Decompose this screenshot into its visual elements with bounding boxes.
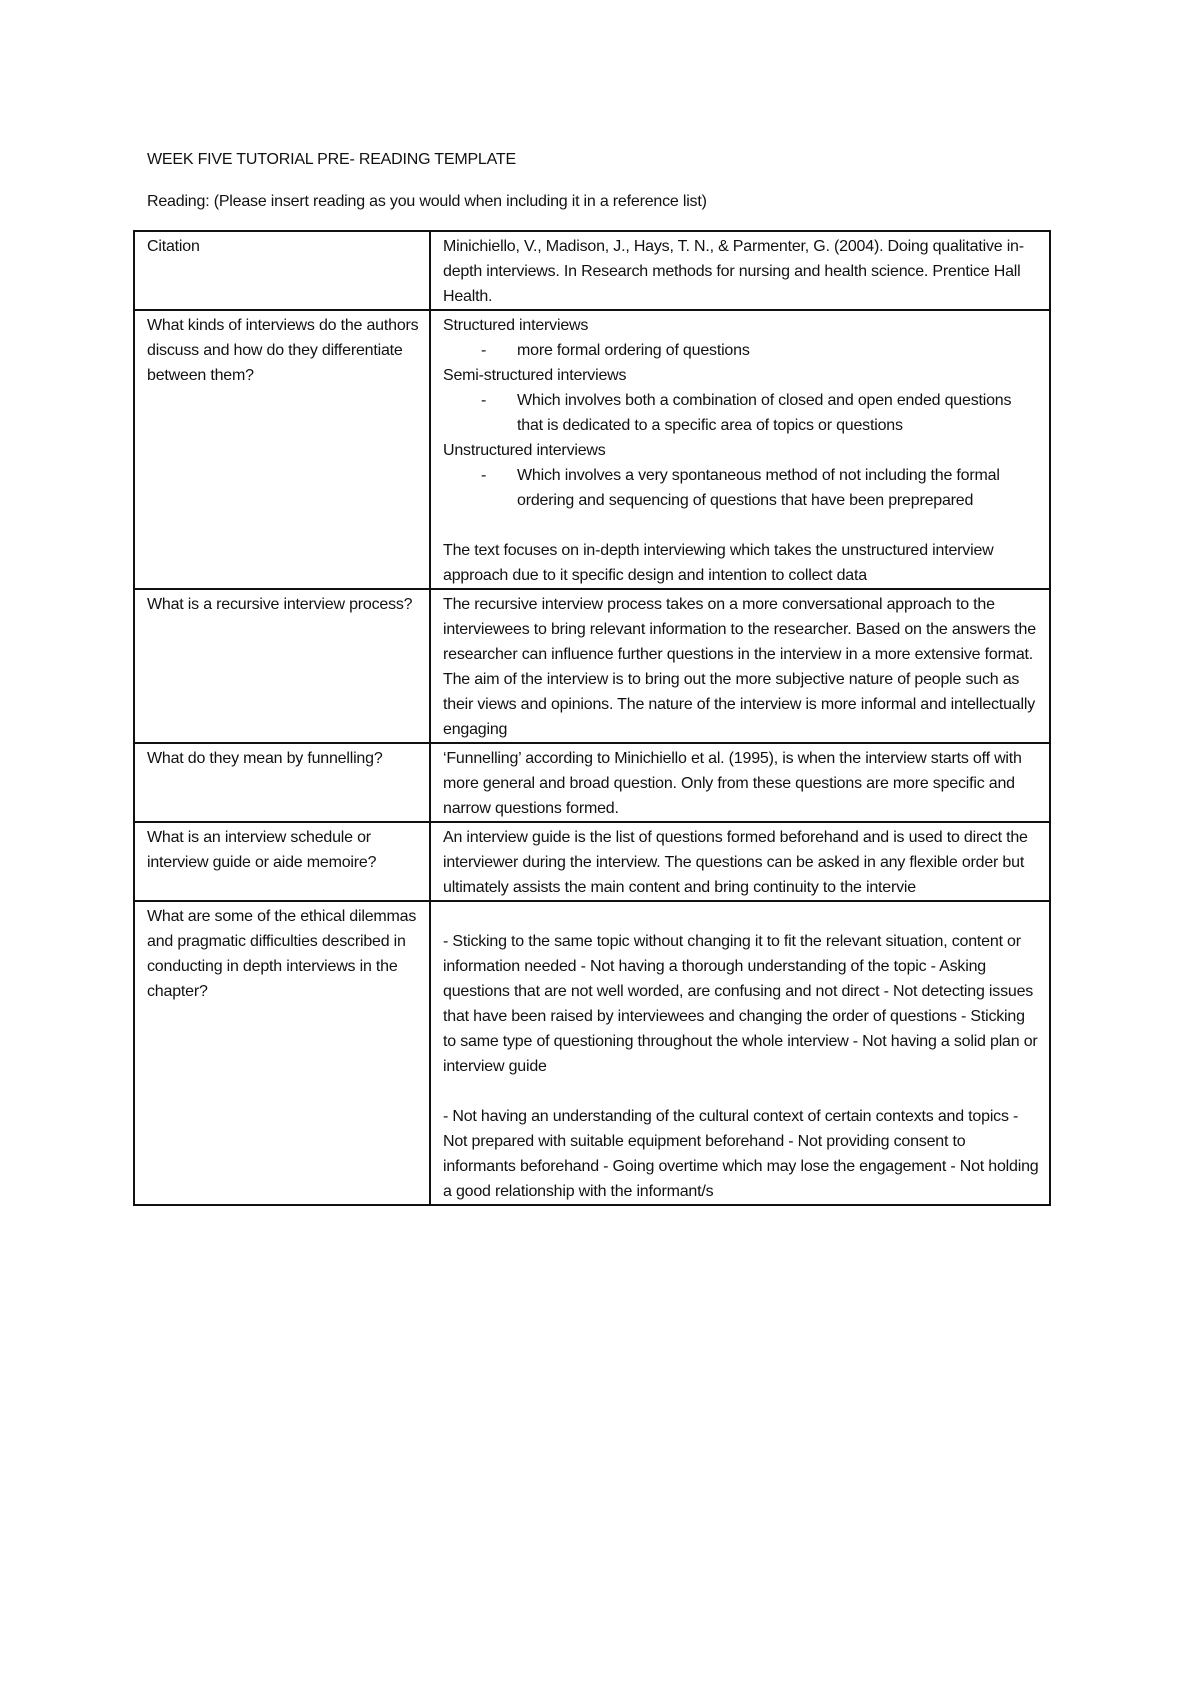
answer-cell	[430, 901, 1050, 1205]
question-text: What kinds of interviews do the authors discuss and how do they differentiate between them?	[147, 317, 419, 384]
answer-text: The text focuses on in-depth interviewing which takes the unstructured interview approach due to it specific design and intention to collect data	[443, 542, 994, 584]
list-item	[443, 463, 1041, 513]
answer-text: Minichiello, V., Madison, J., Hays, T. N., & Parmenter, G. (2004). Doing qualitative in-depth interviews. In Research methods for nursing and health science. Prentice Hall Health.	[443, 238, 1024, 305]
list-item-text: more formal ordering of questions	[517, 342, 750, 359]
interview-type-heading: Structured interviews	[443, 317, 589, 334]
list-dash: -	[481, 467, 487, 484]
answer-text: An interview guide is the list of questions formed beforehand and is used to direct the interviewer during the interview. The questions can be asked in any flexible order but ultimately assists the main content and bring continuity to the intervie	[443, 829, 1028, 896]
answer-cell	[430, 231, 1050, 310]
list-dash: -	[481, 392, 487, 409]
question-text: Citation	[147, 238, 200, 255]
answer-text: - Not having an understanding of the cultural context of certain contexts and topics - Not prepared with suitable equipment beforehand - Not providing consent to informants beforehand - Going overtime which may lose the engagement - Not holding a good relationship with the informant/s	[443, 1108, 1039, 1200]
answer-cell	[430, 310, 1050, 589]
paragraph-gap	[443, 1079, 1041, 1104]
answer-cell	[430, 822, 1050, 901]
table-row-interview-kinds	[134, 310, 1050, 589]
list-item-text: Which involves a very spontaneous method of not including the formal ordering and sequencing of questions that have been preprepared	[517, 467, 1000, 509]
page-title: WEEK FIVE TUTORIAL PRE- READING TEMPLATE	[147, 151, 516, 168]
paragraph-gap	[443, 513, 1041, 538]
list-dash: -	[481, 342, 487, 359]
table-row-funnelling	[134, 743, 1050, 822]
list-item-text: Which involves both a combination of closed and open ended questions that is dedicated to a specific area of topics or questions	[517, 392, 1012, 434]
question-text: What do they mean by funnelling?	[147, 750, 383, 767]
answer-text: The recursive interview process takes on a more conversational approach to the interviewees to bring relevant information to the researcher. Based on the answers the researcher can influence further questions in the interview in a more extensive format. The aim of the interview is to bring out the more subjective nature of people such as their views and opinions. The nature of the interview is more informal and intellectually engaging	[443, 596, 1036, 738]
interview-type-heading: Semi-structured interviews	[443, 367, 627, 384]
paragraph-gap	[443, 904, 1041, 929]
answer-text: ‘Funnelling’ according to Minichiello et al. (1995), is when the interview starts off with more general and broad question. Only from these questions are more specific and narrow questions formed.	[443, 750, 1022, 817]
table-row-citation	[134, 231, 1050, 310]
answer-cell	[430, 743, 1050, 822]
list-item	[443, 388, 1041, 438]
answer-cell	[430, 589, 1050, 743]
question-text: What is an interview schedule or interview guide or aide memoire?	[147, 829, 377, 871]
table-row-recursive-interview	[134, 589, 1050, 743]
list-item	[443, 338, 1041, 363]
reading-template-table	[133, 230, 1051, 1206]
question-cell	[134, 310, 430, 589]
table-row-ethical-dilemmas	[134, 901, 1050, 1205]
question-cell	[134, 901, 430, 1205]
question-cell	[134, 743, 430, 822]
question-cell	[134, 589, 430, 743]
question-cell	[134, 822, 430, 901]
question-cell	[134, 231, 430, 310]
answer-text: - Sticking to the same topic without changing it to fit the relevant situation, content or information needed - Not having a thorough understanding of the topic - Asking questions that are not well worded, are confusing and not direct - Not detecting issues that have been raised by interviewees and changing the order of questions - Sticking to same type of questioning throughout the whole interview - Not having a solid plan or interview guide	[443, 933, 1038, 1075]
question-text: What is a recursive interview process?	[147, 596, 413, 613]
table-row-interview-schedule	[134, 822, 1050, 901]
interview-type-heading: Unstructured interviews	[443, 442, 606, 459]
question-text: What are some of the ethical dilemmas and pragmatic difficulties described in conducting in depth interviews in the chapter?	[147, 908, 417, 1000]
reading-instruction: Reading: (Please insert reading as you would when including it in a reference list)	[147, 193, 707, 210]
